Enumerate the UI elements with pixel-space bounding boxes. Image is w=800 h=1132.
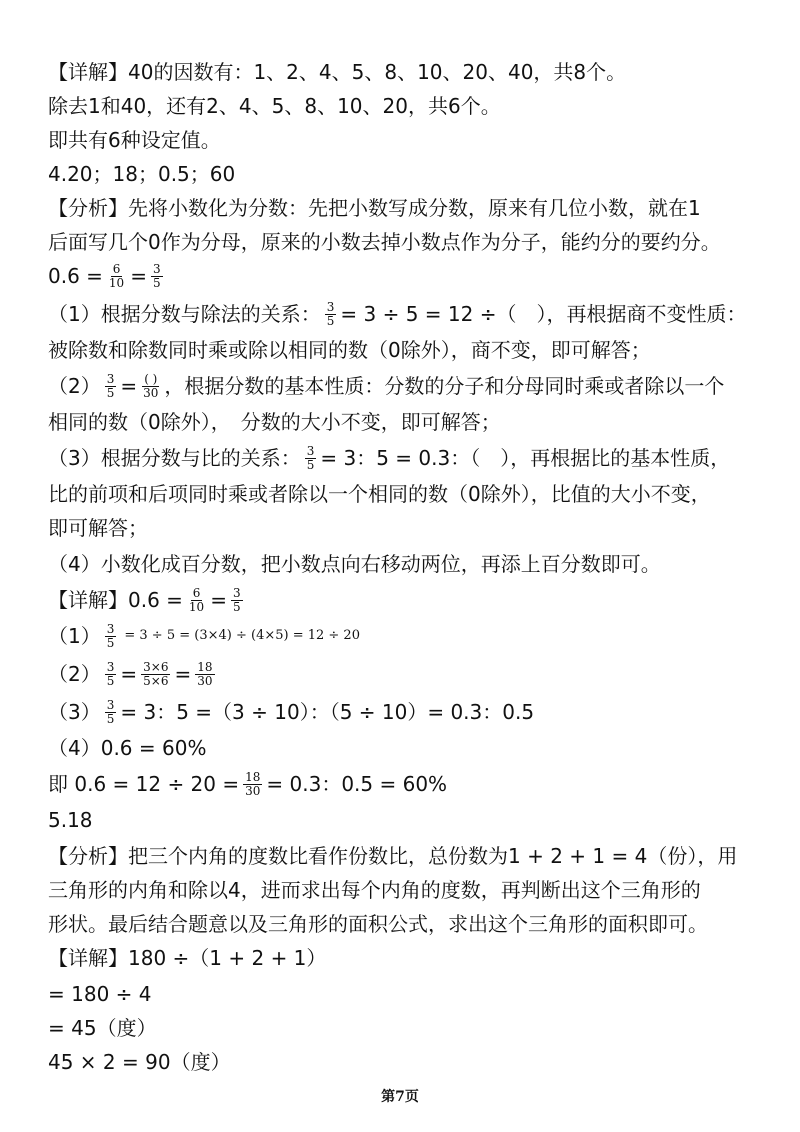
- fraction: [105, 661, 117, 688]
- text-segment: = 0.3：0.5 = 60%: [266, 772, 448, 796]
- numerator: 3×6: [143, 659, 169, 674]
- equation-line: （4）0.6 = 60%: [48, 736, 207, 760]
- text-line: 【详解】40的因数有：1、2、4、5、8、10、20、40，共8个。: [48, 60, 627, 84]
- denominator: 30: [197, 673, 213, 688]
- denominator: 30: [143, 385, 159, 400]
- fraction: [243, 771, 262, 798]
- equation-text: = 3 ÷ 5 = (3×4) ÷ (4×5) = 12 ÷ 20: [124, 628, 360, 643]
- text-segment: 【详解】0.6 =: [48, 588, 183, 612]
- fraction: [187, 587, 206, 614]
- equals-sign: =: [130, 264, 147, 288]
- text-line: [48, 296, 760, 332]
- equals-sign: =: [120, 662, 138, 686]
- equation-line: = 180 ÷ 4: [48, 982, 152, 1006]
- fraction: [105, 373, 117, 400]
- text-segment: = 3：5 =（3 ÷ 10）：（5 ÷ 10）= 0.3：0.5: [120, 700, 535, 724]
- equation-line: [48, 582, 760, 618]
- denominator: 5: [106, 673, 115, 688]
- text-line: [48, 368, 760, 404]
- denominator: 5: [306, 457, 315, 472]
- text-segment: = 3：5 = 0.3：（ ），再根据比的基本性质，: [320, 446, 731, 470]
- fraction: [305, 445, 317, 472]
- text-line: 即可解答；: [48, 516, 148, 540]
- equals-sign: =: [120, 374, 138, 398]
- text-line: 后面写几个0作为分母，原来的小数去掉小数点作为分子，能约分的要约分。: [48, 230, 721, 254]
- denominator: 5: [152, 275, 161, 290]
- text-line: 【分析】把三个内角的度数比看作份数比，总份数为1 + 2 + 1 = 4（份），用: [48, 844, 738, 868]
- equation-line: = 45（度）: [48, 1016, 157, 1040]
- denominator: 5: [106, 711, 115, 726]
- fraction: [107, 263, 126, 290]
- equation-line: [48, 618, 760, 654]
- text-line: 相同的数（0除外）， 分数的大小不变，即可解答；: [48, 410, 501, 434]
- numerator: 3: [106, 659, 115, 674]
- fraction: [325, 301, 337, 328]
- answer-line: 4.20；18；0.5；60: [48, 162, 236, 186]
- denominator: 10: [108, 275, 125, 290]
- fraction: [195, 661, 214, 688]
- text-line: （4）小数化成百分数，把小数点向右移动两位，再添上百分数即可。: [48, 552, 661, 576]
- equation-line: [48, 258, 760, 294]
- text-segment: 即 0.6 = 12 ÷ 20 =: [48, 772, 240, 796]
- text-line: 被除数和除数同时乘或除以相同的数（0除外），商不变，即可解答；: [48, 338, 651, 362]
- text-line: 除去1和40，还有2、4、5、8、10、20，共6个。: [48, 94, 501, 118]
- equation-line: [48, 656, 760, 692]
- numerator: 6: [112, 261, 121, 276]
- text-line: 即共有6种设定值。: [48, 128, 221, 152]
- numerator: 18: [197, 659, 213, 674]
- text-segment: （2）: [48, 662, 101, 686]
- text-segment: = 3 ÷ 5 = 12 ÷（ ），再根据商不变性质：: [340, 302, 747, 326]
- numerator: ( ): [144, 371, 158, 386]
- numerator: 3: [106, 697, 115, 712]
- text-segment: （1）: [48, 624, 101, 648]
- denominator: 5×6: [143, 673, 169, 688]
- text-segment: （3）根据分数与比的关系：: [48, 446, 301, 470]
- equation-line: 【详解】180 ÷（1 + 2 + 1）: [48, 946, 327, 970]
- text-line: 比的前项和后项同时乘或者除以一个相同的数（0除外），比值的大小不变，: [48, 482, 711, 506]
- equation-text: 0.6 =: [48, 264, 103, 288]
- denominator: 10: [188, 599, 205, 614]
- text-line: 形状。最后结合题意以及三角形的面积公式，求出这个三角形的面积即可。: [48, 912, 708, 936]
- denominator: 5: [326, 313, 335, 328]
- text-segment: （1）根据分数与除法的关系：: [48, 302, 321, 326]
- numerator: 3: [152, 261, 161, 276]
- numerator: 6: [192, 585, 201, 600]
- text-line: [48, 440, 760, 476]
- answer-line: 5.18: [48, 808, 93, 832]
- equation-line: 45 × 2 = 90（度）: [48, 1050, 231, 1074]
- text-segment: （3）: [48, 700, 101, 724]
- denominator: 5: [106, 385, 115, 400]
- numerator: 3: [106, 371, 115, 386]
- numerator: 3: [232, 585, 241, 600]
- denominator: 5: [232, 599, 241, 614]
- denominator: 5: [106, 635, 115, 650]
- equation-line: [48, 694, 760, 730]
- equation-line: [48, 766, 760, 802]
- text-segment: ，根据分数的基本性质：分数的分子和分母同时乘或者除以一个: [164, 374, 725, 398]
- text-line: 三角形的内角和除以4，进而求出每个内角的度数，再判断出这个三角形的: [48, 878, 701, 902]
- fraction: [231, 587, 243, 614]
- fraction: [141, 373, 160, 400]
- fraction: [151, 263, 163, 290]
- text-segment: （2）: [48, 374, 101, 398]
- fraction: [105, 623, 117, 650]
- fraction: [141, 661, 170, 688]
- equals-sign: =: [210, 588, 227, 612]
- numerator: 3: [306, 443, 315, 458]
- numerator: 18: [245, 769, 261, 784]
- page-number: 第7页: [381, 1089, 419, 1105]
- equals-sign: =: [174, 662, 192, 686]
- numerator: 3: [106, 621, 115, 636]
- text-line: 【分析】先将小数化为分数：先把小数写成分数，原来有几位小数，就在1: [48, 196, 701, 220]
- numerator: 3: [326, 299, 335, 314]
- denominator: 30: [245, 783, 261, 798]
- fraction: [105, 699, 117, 726]
